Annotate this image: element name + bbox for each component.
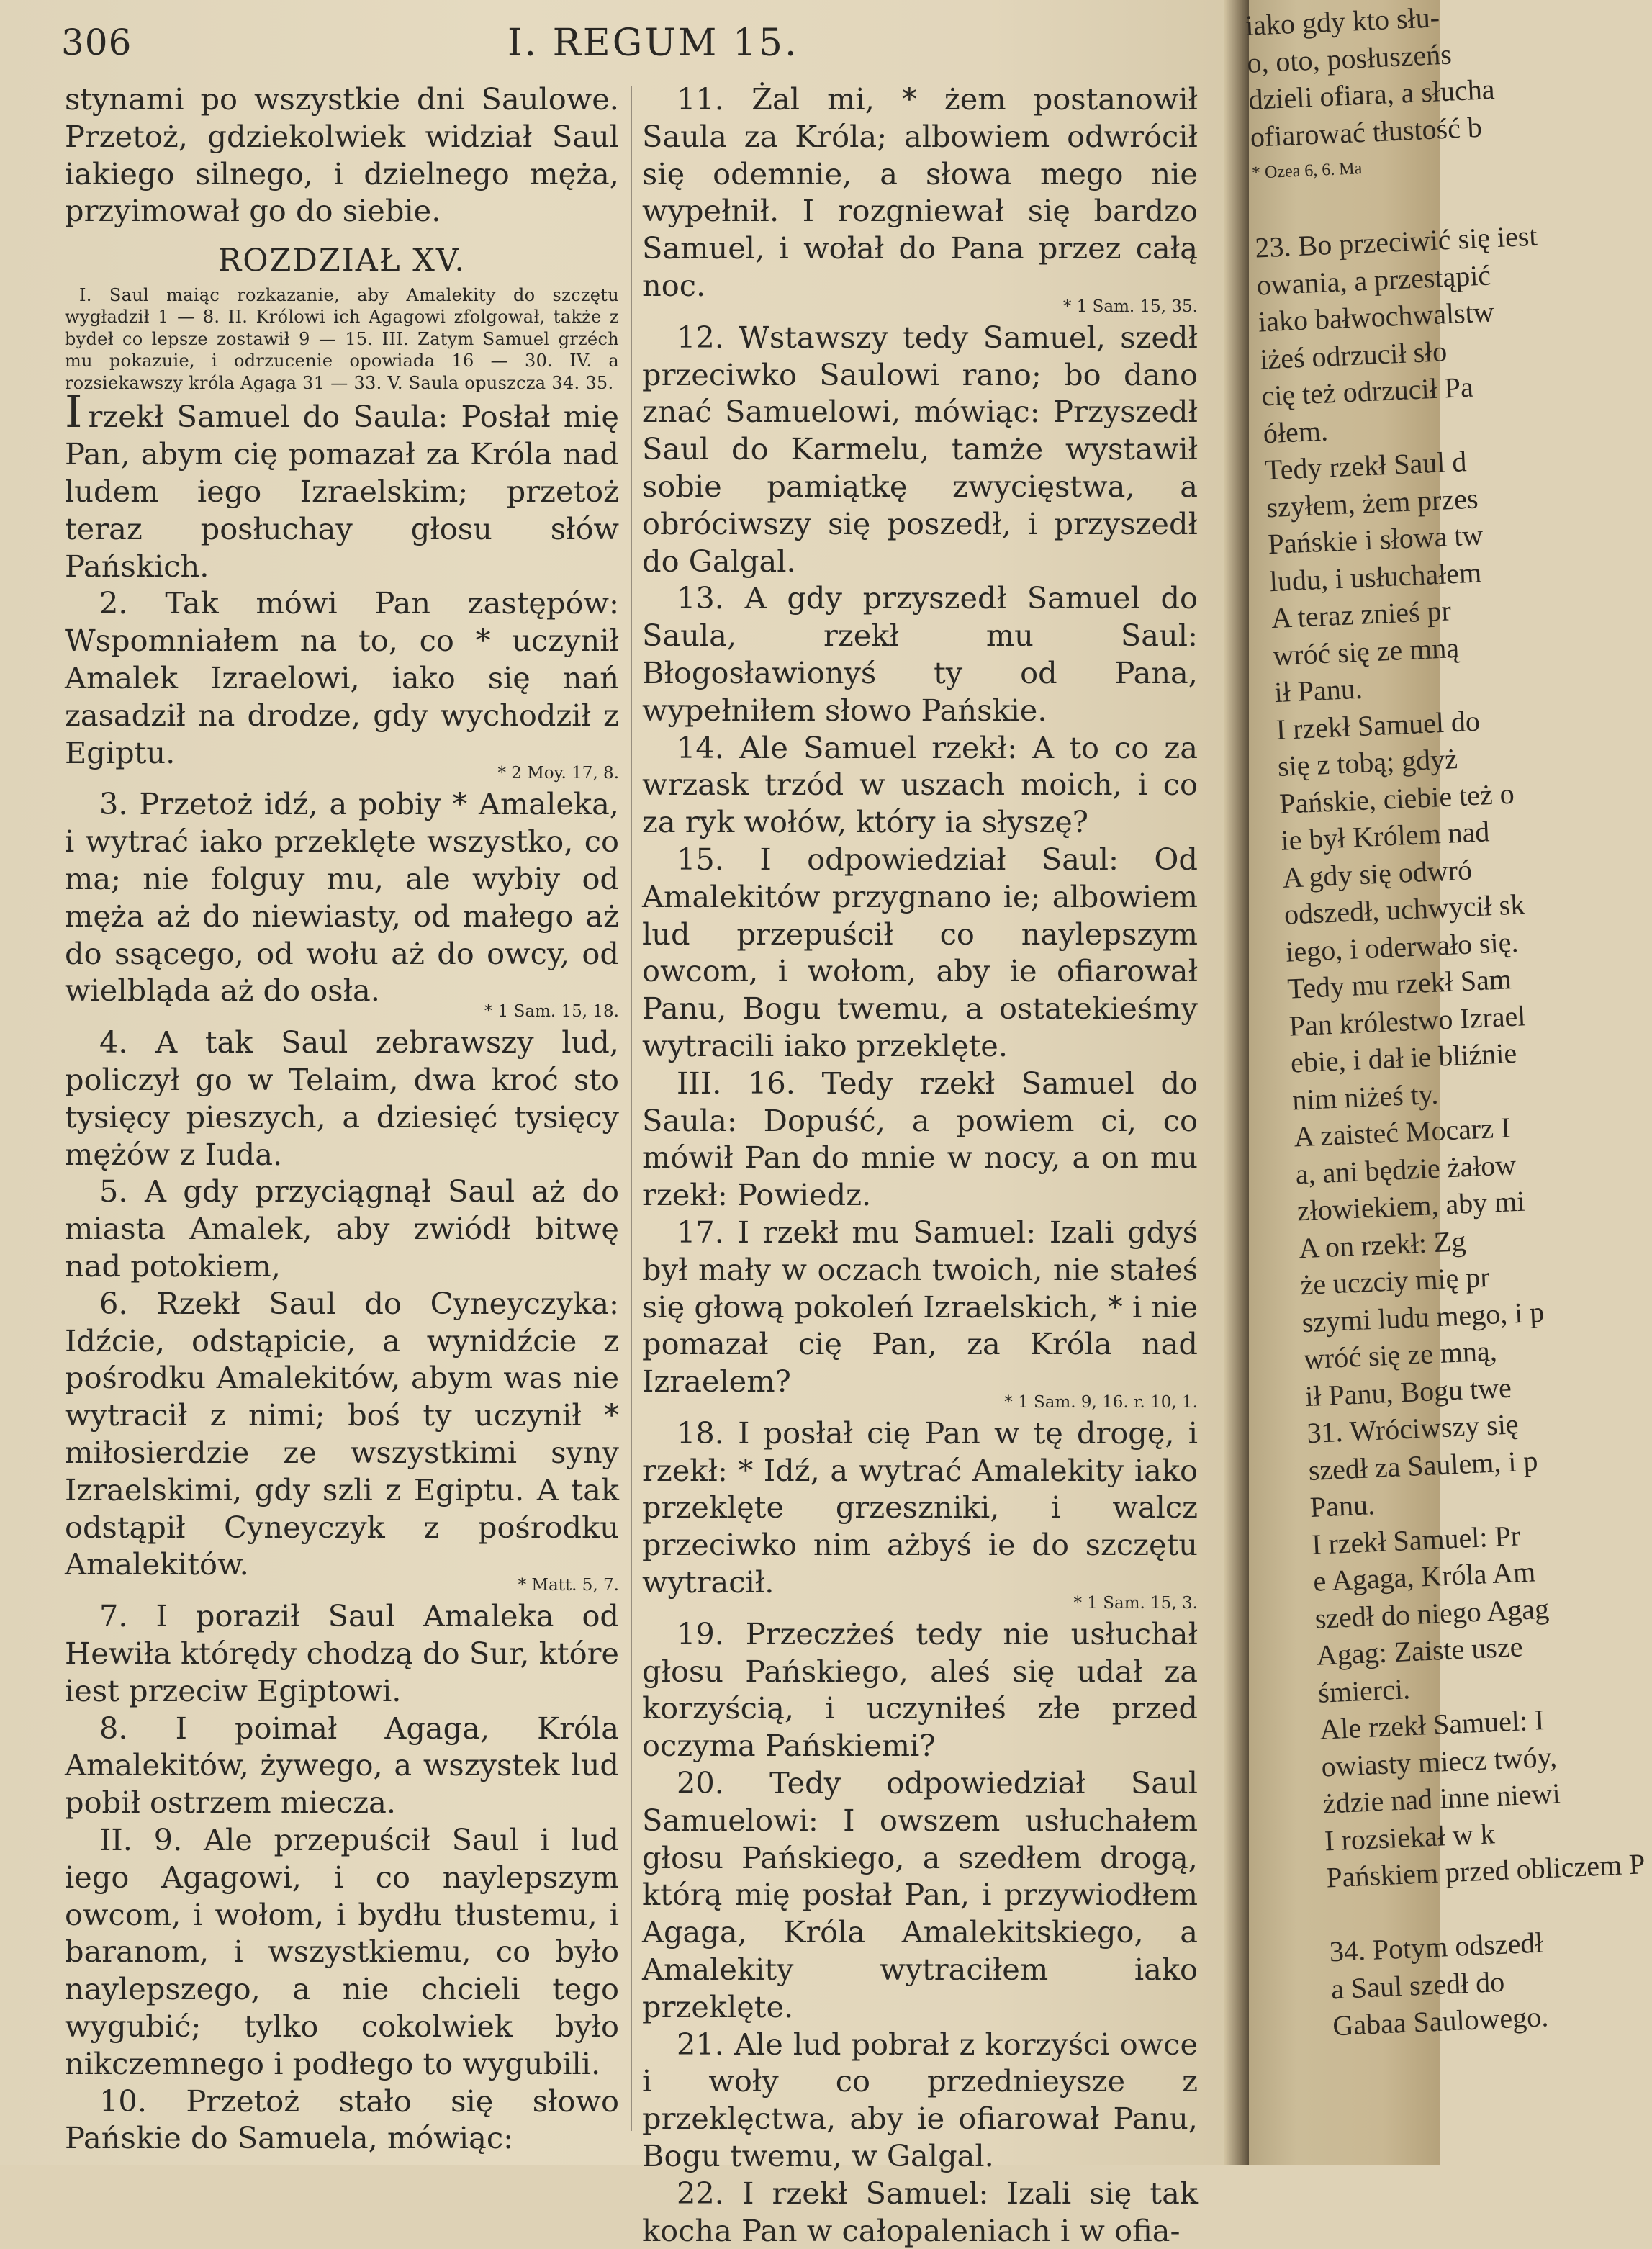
verse-11-reference: * 1 Sam. 15, 35.	[1062, 297, 1198, 316]
facing-page-line: dzieli ofiara, a słucha	[1247, 72, 1496, 116]
facing-page-line: ludu, i usłuchałem	[1268, 555, 1482, 598]
facing-page-line: I rzekł Samuel do	[1275, 704, 1481, 746]
verse-17-reference: * 1 Sam. 9, 16. r. 10, 1.	[1004, 1392, 1198, 1412]
verse-10: 10. Przetoż stało się słowo Pańskie do Samuela, mówiąc:	[65, 2083, 619, 2156]
facing-page-line: a, ani będzie żałow	[1294, 1148, 1517, 1190]
facing-page-line: owania, a przestąpić	[1255, 258, 1491, 302]
verse-6-reference: * Matt. 5, 7.	[518, 1576, 619, 1595]
facing-page-line: Ale rzekł Samuel: I	[1319, 1703, 1545, 1746]
facing-page-line: iżeś odrzucił sło	[1259, 334, 1448, 376]
verse-9: II. 9. Ale przepuścił Saul i lud iego Agagowi, i co naylepszym owcom, i wołom, i bydłu tłustemu, i baranom, i wszystkiemu, co było naylepszego, a nie chcieli tego wygubić; tylko cokolwiek było nikczemnego i podłego to wygubili.	[65, 1821, 619, 2081]
facing-page-text	[1245, 0, 1646, 2045]
facing-page-line: A gdy się odwró	[1281, 852, 1473, 894]
verse-18: 18. I posłał cię Pan w tę drogę, i rzekł: * Idź, a wytrać Amalekity iako przeklęte grzeszniki, i walcz przeciwko nim ażbyś ie do szczętu wytracił.	[642, 1415, 1198, 1600]
facing-page-line: Pańskiem przed obliczem P	[1325, 1847, 1646, 1894]
chapter-summary: I. Saul maiąc rozkazanie, aby Amalekity do szczętu wygładził 1 — 8. II. Królowi ich Agagowi zfolgował, także z bydeł co lepsze zostawił 9 — 15. III. Zatym Samuel grzéch mu pokazuie, i odrzucenie opowiada 16 — 30. IV. a rozsiekawszy króla Agaga 31 — 33. V. Saula opuszcza 34. 35.	[65, 284, 619, 393]
facing-page-line: iako gdy kto słu-	[1245, 1, 1440, 42]
verse-2-reference: * 2 Moy. 17, 8.	[497, 764, 619, 783]
verse-14: 14. Ale Samuel rzekł: A to co za wrzask trzód w uszach moich, i co za ryk wołów, który ia słyszę?	[642, 729, 1198, 840]
verse-15: 15. I odpowiedział Saul: Od Amalekitów przygnano ie; albowiem lud przepuścił co naylepszym owcom, i wołom, aby ie ofiarował Panu, Bogu twemu, a ostatekieśmy wytracili iako przeklęte.	[642, 841, 1198, 1063]
verse-12: 12. Wstawszy tedy Samuel, szedł przeciwko Saulowi rano; bo dano znać Samuelowi, mówiąc: Przyszedł Saul do Karmelu, tamże wystawił sobie pamiątkę zwycięstwa, a obróciwszy się poszedł, i przyszedł do Galgal.	[642, 319, 1198, 579]
verse-13: 13. A gdy przyszedł Samuel do Saula, rzekł mu Saul: Błogosławionyś ty od Pana, wypełniłem słowo Pańskie.	[642, 580, 1198, 728]
verse-20: 20. Tedy odpowiedział Saul Samuelowi: I owszem usłuchałem głosu Pańskiego, a szedłem drogą, którą mię posłał Pan, i przywiodłem Agaga, Króla Amalekitskiego, a Amalekity wytraciłem iako przeklęte.	[642, 1765, 1198, 2024]
facing-page-line: że uczciy mię pr	[1299, 1260, 1491, 1302]
facing-page-line: Pańskie, ciebie też o	[1278, 777, 1515, 820]
facing-page-line: ie był Królem nad	[1280, 815, 1491, 857]
verse-8: 8. I poimał Agaga, Króla Amalekitów, żywego, a wszystek lud pobił ostrzem miecza.	[65, 1710, 619, 1821]
facing-page-line: nim niżeś ty.	[1291, 1077, 1439, 1117]
drop-cap: I	[65, 385, 83, 438]
facing-page-line: iako bałwochwalstw	[1258, 295, 1495, 338]
facing-page-line: Pańskie i słowa tw	[1267, 518, 1484, 561]
continuation-text: stynami po wszystkie dni Saulowe. Przetoż, gdziekolwiek widział Saul iakiego silnego, i dzielnego męża, przyimował go do siebie.	[65, 81, 619, 229]
facing-page-line: szedł za Saulem, i p	[1307, 1443, 1539, 1487]
facing-page-line: o, oto, posłuszeńs	[1246, 37, 1453, 79]
verse-5: 5. A gdy przyciągnął Saul aż do miasta Amalek, aby zwiódł bitwę nad potokiem,	[65, 1173, 619, 1284]
facing-page	[1245, 0, 1646, 2165]
facing-page-line: 31. Wróciwszy się	[1306, 1407, 1520, 1450]
facing-page-line: I rzekł Samuel: Pr	[1311, 1518, 1521, 1561]
facing-page-line: A teraz znieś pr	[1270, 594, 1452, 635]
facing-page-line: szyłem, żem przes	[1265, 482, 1479, 523]
facing-page-line: * Ozea 6, 6. Ma	[1251, 159, 1363, 183]
verse-21: 21. Ale lud pobrał z korzyści owce i woły co przednieysze z przeklęctwa, aby ie ofiarował Panu, Bogu twemu, w Galgal.	[642, 2026, 1198, 2174]
chapter-heading: ROZDZIAŁ XV.	[217, 243, 466, 279]
facing-page-line: 34. Potym odszedł	[1328, 1926, 1544, 1968]
facing-page-line: I rozsiekał w k	[1324, 1816, 1496, 1857]
facing-page-line: iego, i oderwało się.	[1285, 925, 1520, 968]
verse-7: 7. I poraził Saul Amaleka od Hewiła którędy chodzą do Sur, które iest przeciw Egiptowi.	[65, 1598, 619, 1708]
verse-16: III. 16. Tedy rzekł Samuel do Saula: Dopuść, a powiem ci, co mówił Pan do mnie w nocy, a on mu rzekł: Powiedz.	[642, 1065, 1198, 1213]
facing-page-line: Tedy rzekł Saul d	[1264, 445, 1468, 487]
facing-page-line: e Agaga, Króla Am	[1312, 1555, 1536, 1597]
facing-page-line: szedł do niego Agag	[1314, 1592, 1550, 1635]
verse-1	[65, 385, 619, 585]
verse-19: 19. Przeczżeś tedy nie usłuchał głosu Pańskiego, aleś się udał za korzyścią, i uczyniłeś złe przed oczyma Pańskiemi?	[642, 1615, 1198, 1764]
column-divider	[631, 86, 632, 2131]
facing-page-line: odszedł, uchwycił sk	[1283, 888, 1526, 931]
facing-page-line: owiasty miecz twóy,	[1320, 1739, 1558, 1783]
verse-11: 11. Żal mi, * żem postanowił Saula za Króla; albowiem odwrócił się odemnie, a słowa mego nie wypełnił. I rozgniewał się bardzo Samuel, i wołał do Pana przez całą noc.	[642, 81, 1198, 303]
verse-17: 17. I rzekł mu Samuel: Izali gdyś był mały w oczach twoich, nie stałeś się głową pokoleń Izraelskich, * i nie pomazał cię Pan, za Króla nad Izraelem?	[642, 1214, 1198, 1400]
verse-2: 2. Tak mówi Pan zastępów: Wspomniałem na to, co * uczynił Amalek Izraelowi, iako się nań zasadził na drodze, gdy wychodził z Egiptu.	[65, 585, 619, 770]
facing-page-line: A on rzekł: Zg	[1298, 1224, 1467, 1264]
facing-page-line: wróć się ze mną	[1272, 631, 1460, 672]
verse-4: 4. A tak Saul zebrawszy lud, policzył go w Telaim, dwa kroć sto tysięcy pieszych, a dziesięć tysięcy mężów z Iuda.	[65, 1024, 619, 1172]
page-header	[61, 22, 1199, 72]
facing-page-line: ił Panu.	[1273, 672, 1363, 709]
running-title: I. REGUM 15.	[507, 22, 799, 65]
facing-page-line: Pan królestwo Izrael	[1288, 999, 1527, 1042]
facing-page-line: ebie, i dał ie bliźnie	[1290, 1036, 1518, 1079]
facing-page-line: wróć się ze mną,	[1303, 1334, 1498, 1376]
facing-page-line: a Saul szedł do	[1330, 1965, 1505, 2005]
verse-3-reference: * 1 Sam. 15, 18.	[484, 1002, 619, 1022]
facing-page-line: się z tobą; gdyż	[1277, 742, 1458, 783]
verse-6: 6. Rzekł Saul do Cyneyczyka: Idźcie, odstąpicie, a wynidźcie z pośrodku Amalekitów, abym was nie wytracił z nimi; boś ty uczynił * miłosierdzie ze wszystkimi syny Izraelskimi, gdy szli z Egiptu. A tak odstąpił Cyneyczyk z pośrodku Amalekitów.	[65, 1285, 619, 1582]
page-number: 306	[61, 22, 132, 63]
facing-page-line: ółem.	[1262, 414, 1329, 449]
verse-18-reference: * 1 Sam. 15, 3.	[1073, 1593, 1198, 1613]
left-column	[65, 81, 619, 2157]
facing-page-line: szymi ludu mego, i p	[1301, 1295, 1545, 1338]
facing-page-line: złowiekiem, aby mi	[1296, 1184, 1526, 1227]
facing-page-line: śmierci.	[1317, 1672, 1411, 1709]
facing-page-line: cię też odrzucił Pa	[1260, 370, 1474, 413]
facing-page-line: żdzie nad inne niewi	[1322, 1777, 1561, 1820]
verse-22: 22. I rzekł Samuel: Izali się tak kocha Pan w całopaleniach i w ofia-	[642, 2175, 1198, 2248]
facing-page-line: 23. Bo przeciwić się iest	[1254, 219, 1538, 264]
facing-page-line: ofiarować tłustość b	[1249, 110, 1483, 153]
facing-page-line: Gabaa Saulowego.	[1332, 2000, 1550, 2042]
facing-page-line: Tedy mu rzekł Sam	[1286, 963, 1512, 1005]
facing-page-line: Agag: Zaiste usze	[1315, 1630, 1524, 1672]
verse-3: 3. Przetoż idź, a pobiy * Amaleka, i wytrać iako przeklęte wszystko, co ma; nie folguy mu, ale wybiy od męża aż do niewiasty, od małego aż do ssącego, od wołu aż do owcy, od wielbląda aż do osła.	[65, 786, 619, 1009]
verse-1-text: rzekł Samuel do Saula: Posłał mię Pan, abym cię pomazał za Króla nad ludem iego Izraelskim; przetoż teraz posłuchay głosu słów Pańskich.	[65, 399, 619, 584]
facing-page-line: ił Panu, Bogu twe	[1304, 1371, 1512, 1412]
right-column	[642, 81, 1198, 2249]
facing-page-line: A zaisteć Mocarz I	[1293, 1111, 1512, 1153]
facing-page-line: Panu.	[1309, 1488, 1376, 1523]
